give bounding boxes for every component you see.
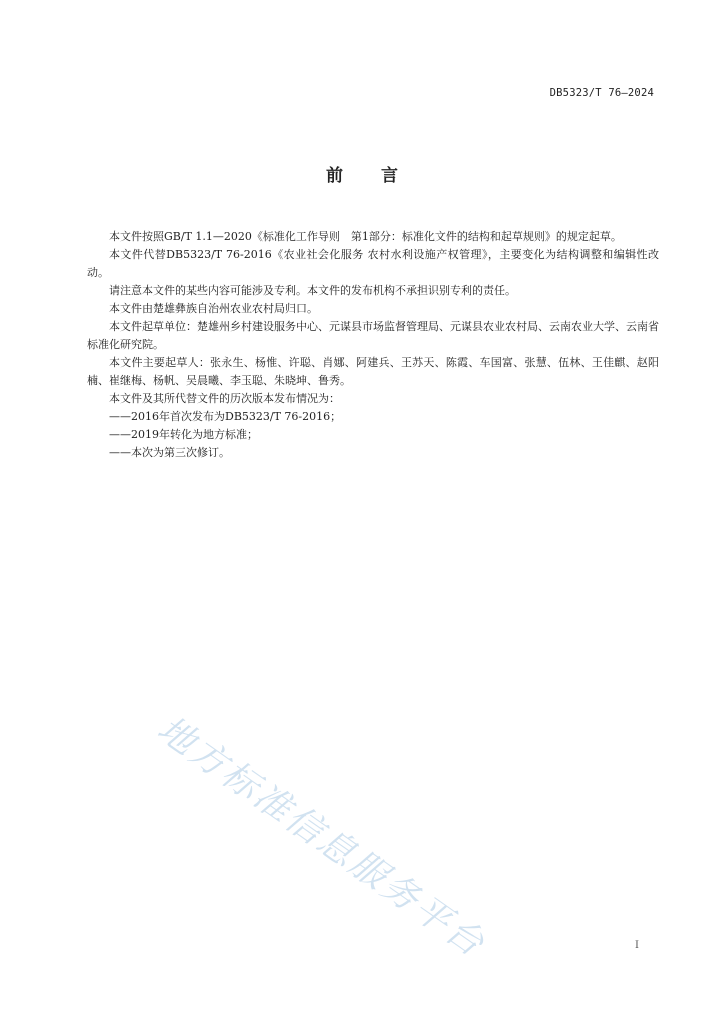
page-title	[0, 161, 724, 186]
paragraph-replacement: 本文件代替DB5323/T 76-2016《农业社会化服务 农村水利设施产权管理》，主要变化为结构调整和编辑性改动。	[87, 248, 659, 279]
watermark-text: 地方标准信息服务平台	[149, 708, 493, 966]
paragraph-drafting-rules: 本文件按照GB/T 1.1—2020《标准化工作导则 第1部分：标准化文件的结构和起草规则》的规定起草。	[109, 230, 622, 243]
paragraph-responsible-unit: 本文件由楚雄彝族自治州农业农村局归口。	[109, 302, 318, 315]
foreword-body	[87, 228, 659, 462]
paragraph-history-intro: 本文件及其所代替文件的历次版本发布情况为：	[109, 392, 340, 405]
title-char-1: 前	[326, 166, 343, 186]
paragraph-patent-notice: 请注意本文件的某些内容可能涉及专利。本文件的发布机构不承担识别专利的责任。	[109, 284, 516, 297]
history-item: ——2019年转化为地方标准；	[109, 428, 258, 441]
history-item: ——本次为第三次修订。	[109, 446, 230, 459]
document-code: DB5323/T 76—2024	[549, 87, 654, 99]
paragraph-drafters: 本文件主要起草人：张永生、杨惟、许聪、肖娜、阿建兵、王苏天、陈霞、车国富、张慧、伍林、王佳麒、赵阳楠、崔继梅、杨帆、吴晨曦、李玉聪、朱晓坤、鲁秀。	[87, 356, 659, 387]
page-number: I	[635, 940, 639, 951]
history-item: ——2016年首次发布为DB5323/T 76-2016；	[109, 410, 342, 423]
title-char-2: 言	[381, 166, 398, 186]
paragraph-drafting-units: 本文件起草单位：楚雄州乡村建设服务中心、元谋县市场监督管理局、元谋县农业农村局、云南农业大学、云南省标准化研究院。	[87, 320, 659, 351]
